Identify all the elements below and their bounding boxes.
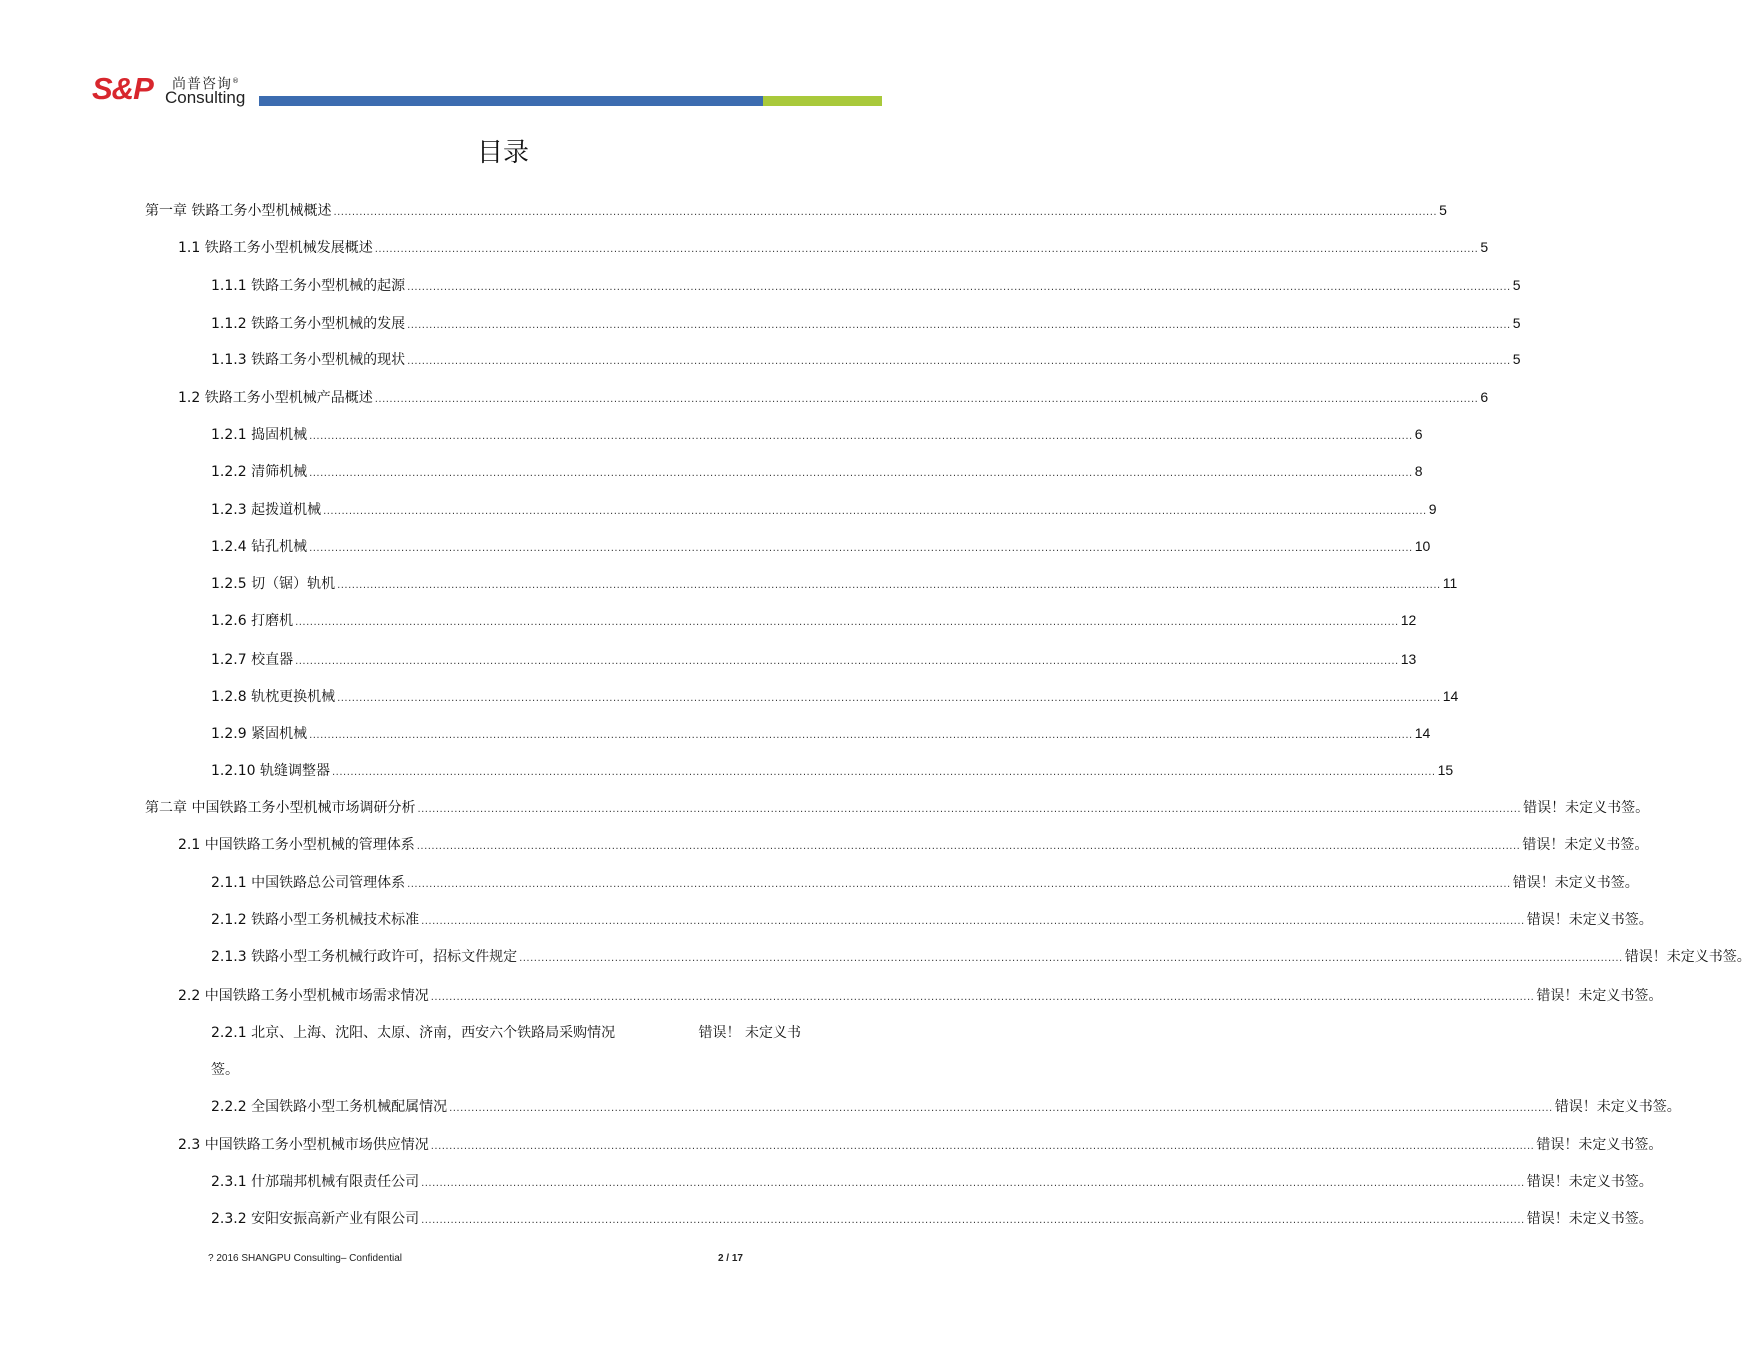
toc-entry[interactable] bbox=[145, 200, 1447, 223]
toc-entry-page: 12 bbox=[1400, 612, 1417, 628]
toc-entry-label: 1.2.3 起拨道机械 bbox=[211, 502, 322, 518]
toc-entry-label: 1.2.10 轨缝调整器 bbox=[211, 763, 330, 779]
toc-entry-label: 1.2.6 打磨机 bbox=[211, 613, 294, 629]
page-footer bbox=[208, 1252, 743, 1266]
toc-entry-page: 错误！未定义书签。 bbox=[1536, 1137, 1663, 1153]
toc-entry-page: 5 bbox=[1512, 351, 1521, 367]
toc-entry-label: 2.3 中国铁路工务小型机械市场供应情况 bbox=[178, 1137, 429, 1153]
toc-entry[interactable] bbox=[211, 349, 1521, 372]
toc-entry-page: 6 bbox=[1414, 426, 1423, 442]
toc-leader: ............................................................................................................................................................................................................................................................................................................ bbox=[407, 282, 1511, 293]
toc-leader: ............................................................................................................................................................................................................................................................................................................ bbox=[309, 468, 1413, 479]
toc-entry[interactable] bbox=[178, 387, 1489, 410]
footer-page-number: 2 / 17 bbox=[717, 1253, 743, 1264]
toc-leader: ............................................................................................................................................................................................................................................................................................................ bbox=[309, 543, 1413, 554]
toc-entry-page: 5 bbox=[1512, 315, 1521, 331]
toc-entry-page: 8 bbox=[1414, 463, 1423, 479]
toc-entry-page: 错误！未定义书签。 bbox=[1536, 988, 1663, 1004]
company-logo bbox=[92, 72, 252, 112]
toc-entry[interactable] bbox=[211, 1097, 1681, 1119]
toc-entry-page: 错误！未定义书签。 bbox=[1526, 1174, 1653, 1190]
footer-copyright: ? 2016 SHANGPU Consulting– Confidential bbox=[208, 1253, 402, 1264]
toc-entry-page: 10 bbox=[1414, 538, 1431, 554]
header-bar-blue bbox=[259, 96, 763, 106]
toc-leader: ............................................................................................................................................................................................................................................................................................................ bbox=[421, 916, 1525, 927]
toc-entry-label: 第一章 铁路工务小型机械概述 bbox=[145, 203, 332, 219]
toc-entry[interactable] bbox=[211, 686, 1459, 709]
toc-leader: ............................................................................................................................................................................................................................................................................................................ bbox=[331, 767, 1436, 778]
toc-leader: ............................................................................................................................................................................................................................................................................................................ bbox=[337, 693, 1441, 704]
toc-entry-page: 13 bbox=[1400, 651, 1417, 667]
toc-entry[interactable] bbox=[211, 499, 1437, 522]
toc-leader: ............................................................................................................................................................................................................................................................................................................ bbox=[430, 1141, 1535, 1152]
logo-mark: S&P bbox=[92, 71, 153, 106]
toc-leader: ............................................................................................................................................................................................................................................................................................................ bbox=[295, 617, 1399, 628]
toc-entry-label: 1.2.1 捣固机械 bbox=[211, 427, 308, 443]
toc-entry-page: 错误！未定义书签。 bbox=[1522, 837, 1649, 853]
toc-entry[interactable] bbox=[211, 760, 1454, 783]
toc-entry-page: 5 bbox=[1512, 277, 1521, 293]
toc-entry[interactable] bbox=[211, 313, 1521, 336]
toc-entry-page: 错误！未定义书签。 bbox=[1624, 949, 1751, 965]
toc-entry[interactable] bbox=[211, 873, 1639, 895]
toc-leader: ............................................................................................................................................................................................................................................................................................................ bbox=[323, 506, 1427, 517]
toc-entry-label: 1.2.7 校直器 bbox=[211, 652, 294, 668]
toc-leader: ............................................................................................................................................................................................................................................................................................................ bbox=[449, 1103, 1553, 1114]
toc-entry-page: 15 bbox=[1437, 762, 1454, 778]
toc-entry-label: 1.1.2 铁路工务小型机械的发展 bbox=[211, 316, 406, 332]
toc-entry-label: 2.2.2 全国铁路小型工务机械配属情况 bbox=[211, 1099, 448, 1115]
logo-chinese-name: 尚普咨询® bbox=[172, 76, 240, 93]
toc-entry-label: 1.2.5 切（锯）轨机 bbox=[211, 576, 336, 592]
toc-entry-page: 14 bbox=[1442, 688, 1459, 704]
toc-entry-label: 2.3.1 什邡瑞邦机械有限责任公司 bbox=[211, 1174, 420, 1190]
toc-entry-page: 11 bbox=[1442, 575, 1458, 591]
toc-entry[interactable] bbox=[211, 910, 1653, 932]
toc-entry-label: 2.2.1 北京、上海、沈阳、太原、济南，西安六个铁路局采购情况 bbox=[211, 1025, 616, 1041]
toc-entry-page: 错误！ 未定义书 bbox=[698, 1025, 801, 1041]
toc-entry-page: 9 bbox=[1428, 501, 1437, 517]
toc-entry-label: 1.2 铁路工务小型机械产品概述 bbox=[178, 390, 373, 406]
toc-entry[interactable] bbox=[211, 1172, 1653, 1194]
toc-leader: ............................................................................................................................................................................................................................................................................................................ bbox=[374, 394, 1479, 405]
toc-entry-label: 2.1.1 中国铁路总公司管理体系 bbox=[211, 875, 406, 891]
toc-entry[interactable] bbox=[178, 835, 1649, 857]
toc-entry-label: 1.1 铁路工务小型机械发展概述 bbox=[178, 240, 373, 256]
logo-english-name: Consulting bbox=[165, 88, 246, 107]
toc-entry-label: 2.1.3 铁路小型工务机械行政许可，招标文件规定 bbox=[211, 949, 518, 965]
toc-entry[interactable] bbox=[211, 610, 1417, 633]
toc-entry[interactable] bbox=[211, 723, 1431, 746]
toc-entry[interactable] bbox=[145, 798, 1650, 820]
toc-leader: ............................................................................................................................................................................................................................................................................................................ bbox=[430, 992, 1535, 1003]
toc-leader: ............................................................................................................................................................................................................................................................................................................ bbox=[421, 1215, 1525, 1226]
toc-entry-page: 14 bbox=[1414, 725, 1431, 741]
toc-leader: ............................................................................................................................................................................................................................................................................................................ bbox=[407, 356, 1511, 367]
toc-leader: ............................................................................................................................................................................................................................................................................................................ bbox=[407, 320, 1511, 331]
toc-entry[interactable] bbox=[211, 275, 1521, 298]
toc-entry[interactable] bbox=[211, 573, 1458, 596]
toc-entry-wrapped[interactable] bbox=[211, 1023, 801, 1043]
toc-entry[interactable] bbox=[211, 536, 1431, 559]
toc-entry-label: 1.2.8 轨枕更换机械 bbox=[211, 689, 336, 705]
toc-entry-label: 1.1.1 铁路工务小型机械的起源 bbox=[211, 278, 406, 294]
toc-entry-page: 错误！未定义书签。 bbox=[1554, 1099, 1681, 1115]
toc-leader: ............................................................................................................................................................................................................................................................................................................ bbox=[416, 841, 1521, 852]
toc-entry-page: 5 bbox=[1439, 202, 1447, 218]
toc-entry[interactable] bbox=[211, 649, 1417, 672]
toc-entry[interactable] bbox=[211, 947, 1751, 969]
toc-leader: ............................................................................................................................................................................................................................................................................................................ bbox=[309, 730, 1413, 741]
toc-entry[interactable] bbox=[178, 986, 1663, 1008]
toc-entry-label: 1.2.4 钻孔机械 bbox=[211, 539, 308, 555]
toc-entry-label: 2.3.2 安阳安振高新产业有限公司 bbox=[211, 1211, 420, 1227]
toc-entry-page-continued: 签。 bbox=[211, 1062, 239, 1078]
toc-leader: ............................................................................................................................................................................................................................................................................................................ bbox=[421, 1178, 1525, 1189]
toc-leader: ............................................................................................................................................................................................................................................................................................................ bbox=[519, 953, 1623, 964]
toc-entry-label: 2.2 中国铁路工务小型机械市场需求情况 bbox=[178, 988, 429, 1004]
toc-leader: ............................................................................................................................................................................................................................................................................................................ bbox=[309, 431, 1413, 442]
toc-entry[interactable] bbox=[211, 461, 1423, 484]
toc-entry-label: 1.2.2 清筛机械 bbox=[211, 464, 308, 480]
toc-entry[interactable] bbox=[211, 1209, 1653, 1231]
toc-entry[interactable] bbox=[178, 237, 1489, 260]
toc-leader: ............................................................................................................................................................................................................................................................................................................ bbox=[374, 244, 1479, 255]
toc-leader: ............................................................................................................................................................................................................................................................................................................ bbox=[407, 879, 1511, 890]
page-title: 目录 bbox=[476, 138, 529, 168]
toc-entry[interactable] bbox=[178, 1135, 1663, 1157]
toc-entry-label: 2.1.2 铁路小型工务机械技术标准 bbox=[211, 912, 420, 928]
toc-entry-page: 错误！未定义书签。 bbox=[1526, 1211, 1653, 1227]
toc-entry-page: 5 bbox=[1480, 239, 1489, 255]
toc-leader: ............................................................................................................................................................................................................................................................................................................ bbox=[295, 656, 1399, 667]
toc-entry-label: 1.2.9 紧固机械 bbox=[211, 726, 308, 742]
toc-leader: ............................................................................................................................................................................................................................................................................................................ bbox=[333, 207, 1438, 218]
toc-entry-page: 错误！未定义书签。 bbox=[1526, 912, 1653, 928]
toc-entry-page: 错误！未定义书签。 bbox=[1512, 875, 1639, 891]
toc-entry-label: 2.1 中国铁路工务小型机械的管理体系 bbox=[178, 837, 415, 853]
toc-entry-label: 第二章 中国铁路工务小型机械市场调研分析 bbox=[145, 800, 416, 816]
toc-leader: ............................................................................................................................................................................................................................................................................................................ bbox=[337, 580, 1441, 591]
toc-entry-page: 错误！未定义书签。 bbox=[1523, 800, 1650, 816]
toc-entry-label: 1.1.3 铁路工务小型机械的现状 bbox=[211, 352, 406, 368]
toc-leader: ............................................................................................................................................................................................................................................................................................................ bbox=[417, 804, 1522, 815]
toc-entry-page: 6 bbox=[1480, 389, 1489, 405]
toc-entry[interactable] bbox=[211, 424, 1423, 447]
header-bar-green bbox=[763, 96, 882, 106]
